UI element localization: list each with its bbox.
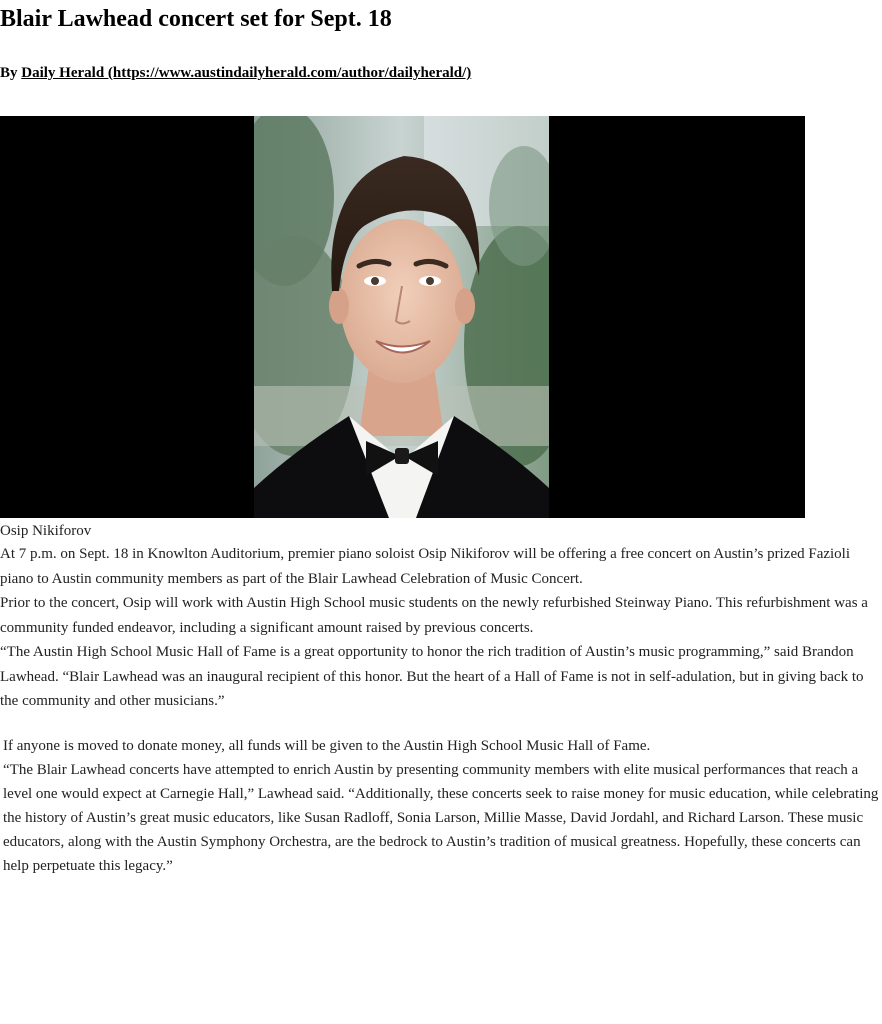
article-headline: Blair Lawhead concert set for Sept. 18 — [0, 6, 392, 32]
byline-prefix: By — [0, 65, 22, 81]
author-link[interactable]: Daily Herald (https://www.austindailyherald.com/author/dailyherald/) — [21, 65, 472, 81]
paragraph: “The Austin High School Music Hall of Fame is a great opportunity to honor the rich tradition of Austin’s music programming,” said Brandon Lawhead. “Blair Lawhead was an inaugural recipient of this honor. But the heart of a Hall of Fame is not in self-adulation, but in giving back to the community and other musicians.” — [0, 644, 864, 709]
paragraph: At 7 p.m. on Sept. 18 in Knowlton Auditorium, premier piano soloist Osip Nikiforov will be offering a free concert on Austin’s prized Fazioli piano to Austin community members as part of the Blair Lawhead Celebration of Music Concert. — [0, 546, 851, 587]
paragraph: Prior to the concert, Osip will work with Austin High School music students on the newly refurbished Steinway Piano. This refurbishment was a community funded endeavor, including a significant amount raised by previous concerts. — [0, 595, 868, 636]
article-photo — [0, 116, 805, 518]
paragraph: If anyone is moved to donate money, all funds will be given to the Austin High School Music Hall of Fame. — [3, 738, 651, 754]
photo-caption: Osip Nikiforov — [0, 523, 92, 539]
article-body-continued — [3, 734, 880, 878]
article-body — [0, 542, 880, 714]
portrait-photo — [254, 116, 549, 518]
article-byline — [0, 62, 471, 84]
paragraph: “The Blair Lawhead concerts have attempted to enrich Austin by presenting community members with elite musical performances that reach a level one would expect at Carnegie Hall,” Lawhead said. “Additionally, these concerts seek to raise money for music education, while celebrating the history of Austin’s great music educators, like Susan Radloff, Sonia Larson, Millie Masse, David Jordahl, and Richard Larson. These music educators, along with the Austin Symphony Orchestra, are the bedrock to Austin’s tradition of musical greatness. Hopefully, these concerts can help perpetuate this legacy.” — [3, 762, 879, 874]
